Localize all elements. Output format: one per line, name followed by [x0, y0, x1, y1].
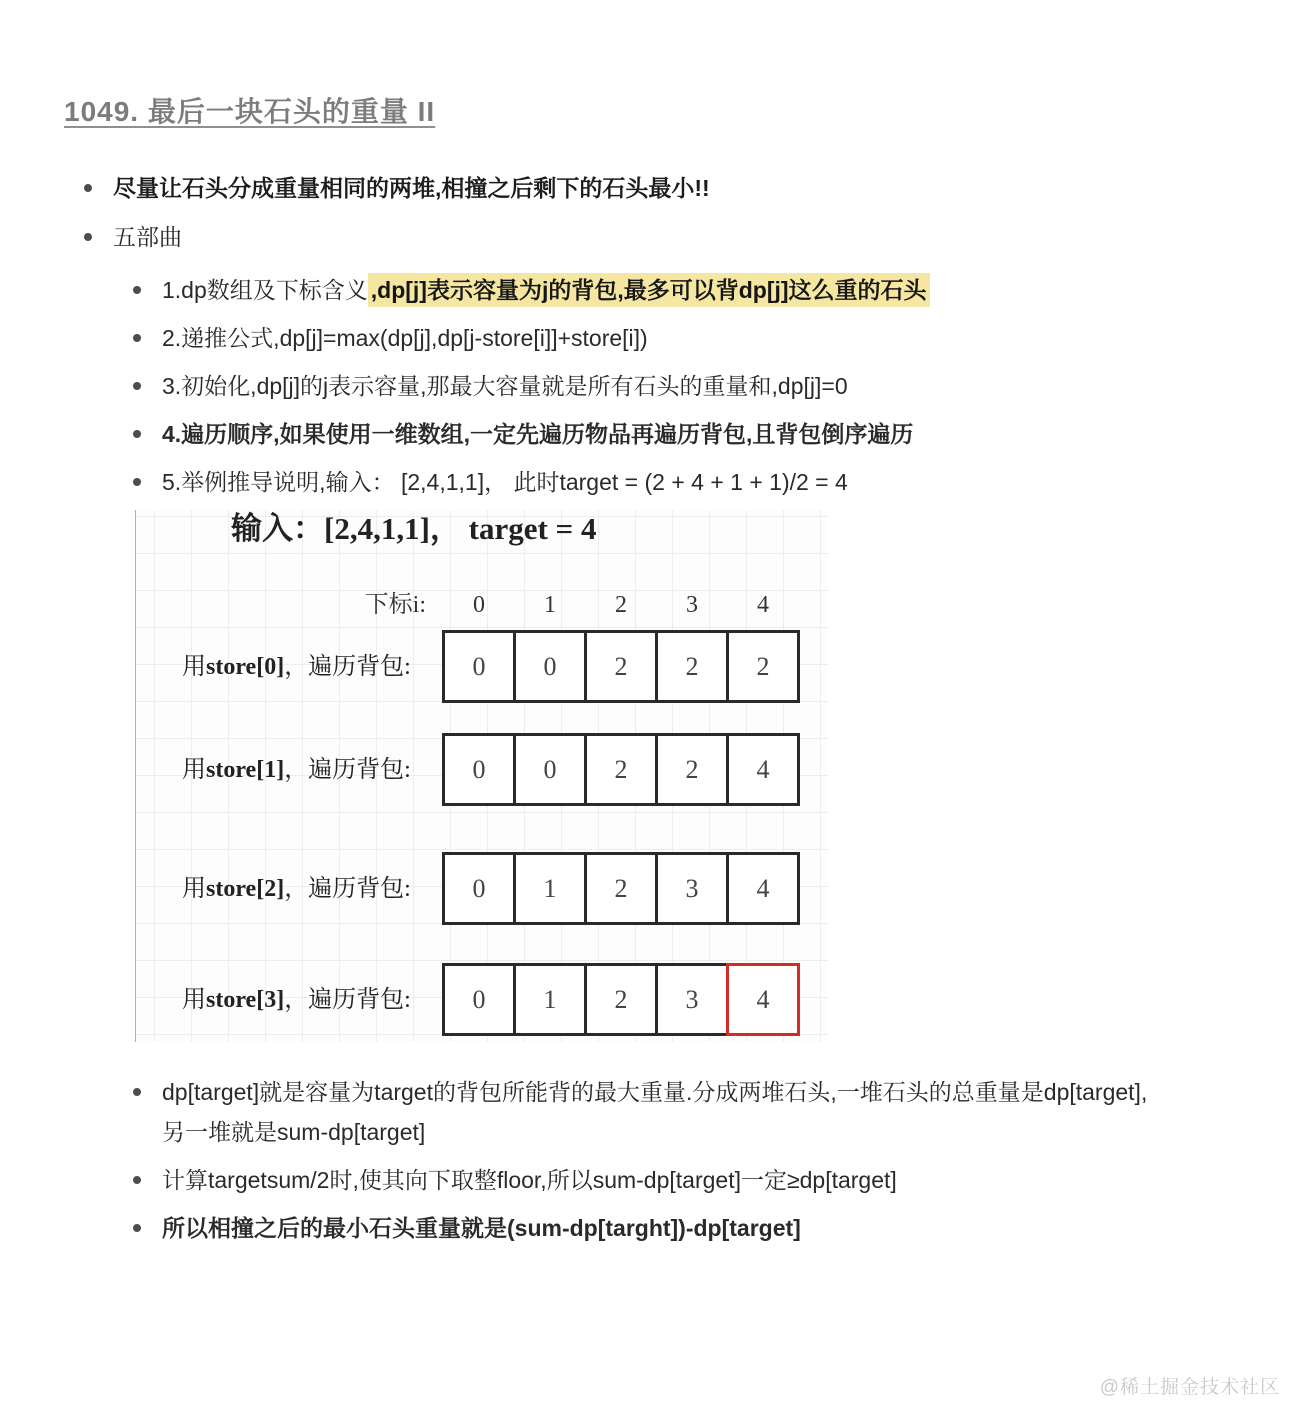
dp-cell: 0	[442, 852, 516, 925]
step1-prefix: 1.dp数组及下标含义	[162, 277, 368, 303]
list-item-step3: 3.初始化,dp[j]的j表示容量,那最大容量就是所有石头的重量和,dp[j]=0	[113, 366, 1167, 406]
dp-cell: 0	[442, 630, 516, 703]
list-item-step4: 4.遍历顺序,如果使用一维数组,一定先遍历物品再遍历背包,且背包倒序遍历	[113, 414, 1167, 454]
index-value: 0	[473, 592, 485, 618]
row-label-post: ，遍历背包:	[284, 987, 411, 1013]
dp-table-image	[135, 510, 828, 1042]
dp-cell: 3	[655, 963, 729, 1036]
dp-cells	[442, 963, 800, 1036]
row-label-post: ，遍历背包:	[284, 654, 411, 680]
row-label-pre: 用	[182, 654, 206, 680]
list-item-step5: 5.举例推导说明,输入： [2,4,1,1]， 此时target = (2 + 4 + 1 + 1)/2 = 4	[113, 462, 1167, 502]
list-item	[64, 222, 1234, 1248]
dp-cell: 1	[513, 852, 587, 925]
index-label: 下标i:	[364, 592, 426, 618]
page-title[interactable]: 1049. 最后一块石头的重量 II	[64, 96, 436, 127]
row-label	[182, 733, 411, 807]
row-label	[182, 852, 411, 926]
table-row	[136, 733, 828, 807]
list-item: 尽量让石头分成重量相同的两堆,相撞之后剩下的石头最小!!	[64, 173, 1234, 203]
step1-highlight: ,dp[j]表示容量为j的背包,最多可以背dp[j]这么重的石头	[368, 273, 930, 307]
list-item-conclusion2: 计算targetsum/2时,使其向下取整floor,所以sum-dp[target]一定≥dp[target]	[113, 1160, 1167, 1200]
index-value: 1	[544, 592, 556, 618]
row-label-pre: 用	[182, 757, 206, 783]
index-value: 2	[615, 592, 627, 618]
dp-cell: 2	[584, 630, 658, 703]
row-label-post: ，遍历背包:	[284, 876, 411, 902]
list-item-step1	[113, 270, 1167, 310]
dp-cell: 0	[513, 630, 587, 703]
dp-cell: 2	[584, 963, 658, 1036]
row-label-latin: store[3]	[206, 987, 285, 1013]
dp-cell-highlighted: 4	[726, 963, 800, 1036]
dp-cell: 0	[513, 733, 587, 806]
watermark: @稀土掘金技术社区	[1099, 1377, 1280, 1398]
steps-list	[113, 270, 1234, 1248]
note-content	[64, 173, 1234, 1256]
outline-list	[64, 173, 1234, 1248]
row-label-latin: store[2]	[206, 876, 285, 902]
list-item-step2: 2.递推公式,dp[j]=max(dp[j],dp[j-store[i]]+store[i])	[113, 318, 1167, 358]
row-label-latin: store[1]	[206, 757, 285, 783]
dp-cell: 0	[442, 733, 516, 806]
row-label-latin: store[0]	[206, 654, 285, 680]
dp-cell: 2	[584, 733, 658, 806]
dp-cell: 2	[655, 733, 729, 806]
dp-cell: 1	[513, 963, 587, 1036]
dp-cells	[442, 630, 800, 703]
dp-cell: 2	[584, 852, 658, 925]
row-label	[182, 630, 411, 704]
dp-cell: 0	[442, 963, 516, 1036]
row-label-pre: 用	[182, 876, 206, 902]
dp-cell: 2	[726, 630, 800, 703]
index-value: 3	[686, 592, 698, 618]
dp-cell: 3	[655, 852, 729, 925]
dp-cells	[442, 852, 800, 925]
list-item-conclusion3: 所以相撞之后的最小石头重量就是(sum-dp[targht])-dp[target]	[113, 1208, 1167, 1248]
index-value: 4	[757, 592, 769, 618]
list-item-conclusion1: dp[target]就是容量为target的背包所能背的最大重量.分成两堆石头,一堆石头的总重量是dp[target],另一堆就是sum-dp[target]	[113, 1072, 1167, 1152]
table-row	[136, 963, 828, 1037]
dp-cell: 4	[726, 852, 800, 925]
list-item-label: 五部曲	[113, 224, 182, 250]
table-row	[136, 852, 828, 926]
figure-title: 输入：[2,4,1,1]， target = 4	[231, 511, 597, 546]
row-label	[182, 963, 411, 1037]
row-label-pre: 用	[182, 987, 206, 1013]
dp-cell: 4	[726, 733, 800, 806]
row-label-post: ，遍历背包:	[284, 757, 411, 783]
dp-cell: 2	[655, 630, 729, 703]
table-row	[136, 630, 828, 704]
dp-cells	[442, 733, 800, 806]
